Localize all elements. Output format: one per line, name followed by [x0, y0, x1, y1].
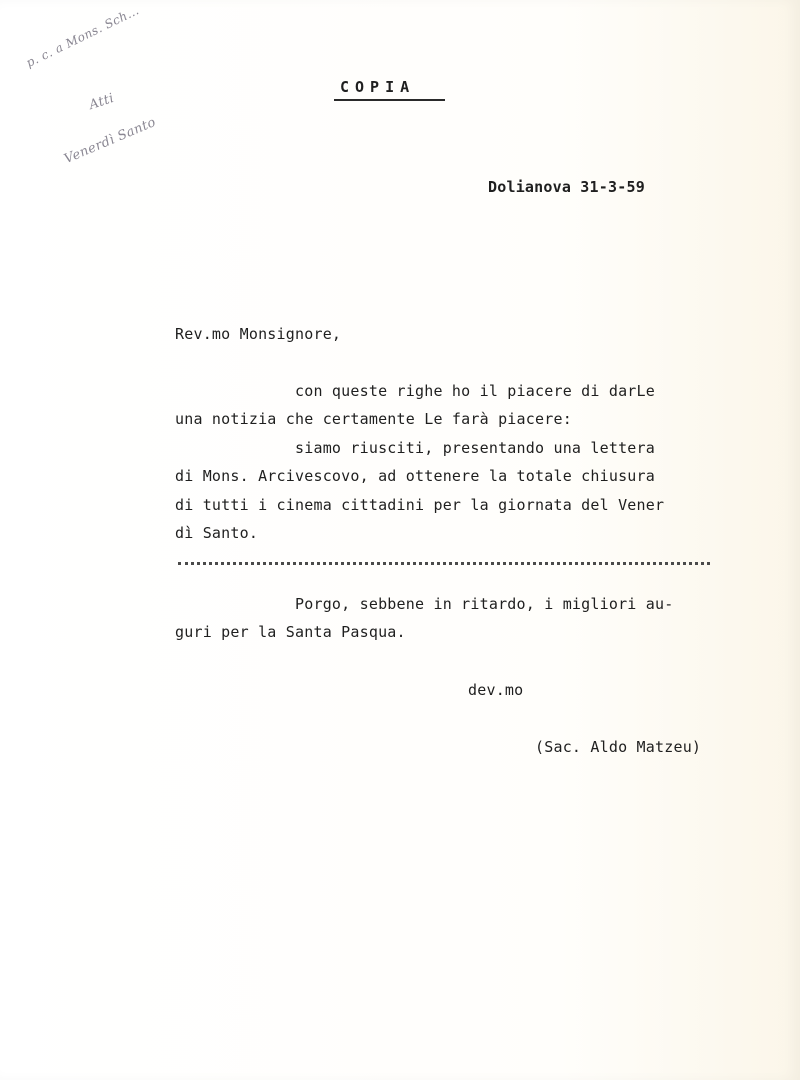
body-line-4: di Mons. Arcivescovo, ad ottenere la totale chiusura: [175, 467, 655, 485]
salutation: Rev.mo Monsignore,: [175, 325, 342, 343]
body-line-2: una notizia che certamente Le farà piacere:: [175, 410, 572, 428]
handwritten-note-3: Venerdì Santo: [62, 114, 159, 167]
body-line-1: con queste righe ho il piacere di darLe: [295, 382, 655, 400]
body-line-3: siamo riusciti, presentando una lettera: [295, 439, 655, 457]
handwritten-note-1: p. c. a Mons. Sch...: [23, 3, 142, 71]
document-title: COPIA: [340, 78, 416, 96]
closing-line-1: Porgo, sebbene in ritardo, i migliori au-: [295, 595, 674, 613]
closing-line-2: guri per la Santa Pasqua.: [175, 623, 406, 641]
signoff: dev.mo: [468, 681, 524, 699]
dotted-separator: [178, 562, 710, 565]
handwritten-note-2: Atti: [87, 90, 117, 113]
title-underline: [334, 99, 445, 101]
body-line-6: dì Santo.: [175, 524, 259, 542]
body-line-5: di tutti i cinema cittadini per la giornata del Vener: [175, 496, 665, 514]
place-date: Dolianova 31-3-59: [488, 178, 645, 196]
signature: (Sac. Aldo Matzeu): [535, 738, 702, 756]
